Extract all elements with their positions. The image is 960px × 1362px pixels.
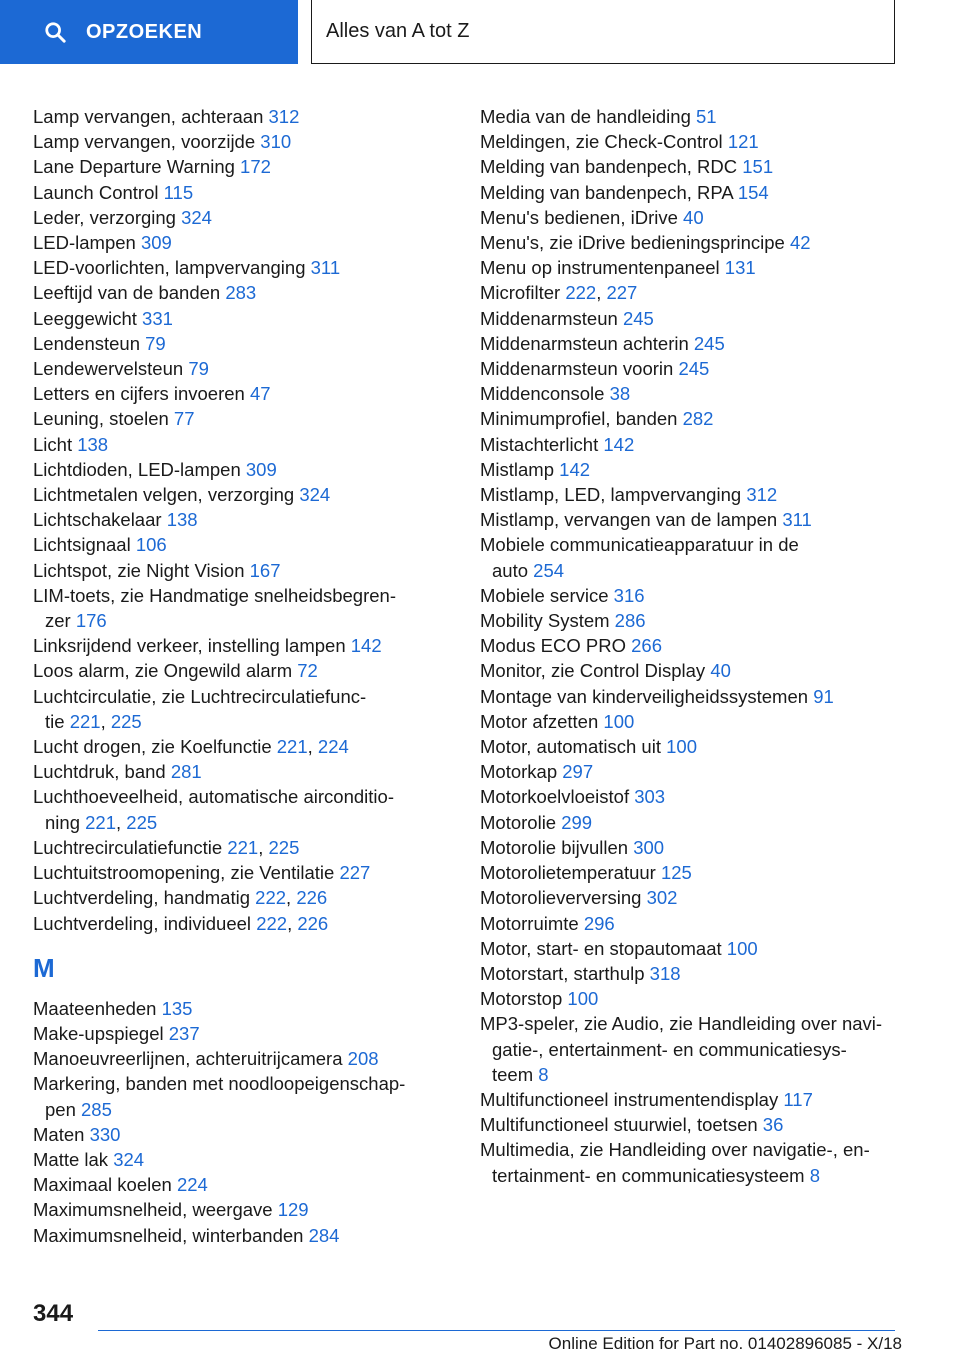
index-entry: Luchtrecirculatiefunctie 221, 225 xyxy=(33,836,300,858)
index-entry xyxy=(480,684,910,709)
index-term: Melding van bandenpech, RPA xyxy=(480,181,733,203)
page-link[interactable]: 316 xyxy=(613,584,645,606)
index-entry xyxy=(480,255,910,280)
index-entry xyxy=(480,381,910,406)
index-term: Maten xyxy=(33,1123,85,1145)
index-entry xyxy=(480,432,910,457)
index-term: Luchtdruk, band xyxy=(33,761,166,783)
index-entry xyxy=(480,154,910,179)
index-entry xyxy=(33,205,433,230)
index-entry xyxy=(480,709,910,734)
index-entry xyxy=(480,911,910,936)
page-link[interactable]: 224 xyxy=(317,736,349,758)
index-entry xyxy=(480,457,910,482)
index-term: Markering, banden met noodloopeigenschap- xyxy=(33,1073,406,1095)
search-button[interactable] xyxy=(0,0,298,64)
index-term: Mistlamp, LED, lampvervanging xyxy=(480,484,742,506)
page-link[interactable]: 225 xyxy=(126,811,158,833)
index-term: Leder, verzorging xyxy=(33,206,176,228)
index-term: Mistachterlicht xyxy=(480,433,599,455)
footer-divider xyxy=(98,1330,895,1331)
index-entry xyxy=(480,608,910,633)
index-entry xyxy=(33,180,433,205)
index-entry xyxy=(480,658,910,683)
page-link[interactable]: 100 xyxy=(726,937,758,959)
index-entry-continuation: ning 221, 225 xyxy=(45,811,158,833)
page-link[interactable]: 318 xyxy=(649,962,681,984)
index-term: Mistlamp xyxy=(480,458,555,480)
index-term: Multimedia, zie Handleiding over navigatie-, en- xyxy=(480,1139,870,1161)
page-link[interactable]: 172 xyxy=(240,156,271,178)
index-entry xyxy=(33,381,433,406)
page-link[interactable]: 131 xyxy=(724,257,756,279)
index-entry xyxy=(480,835,910,860)
index-term: Motorstart, starthulp xyxy=(480,962,645,984)
page-link[interactable]: 254 xyxy=(533,559,565,581)
index-term: Lichtschakelaar xyxy=(33,509,162,531)
index-entry xyxy=(33,532,433,557)
page-link[interactable]: 311 xyxy=(782,509,812,531)
index-entry xyxy=(480,1137,910,1162)
page-link[interactable]: 224 xyxy=(176,1174,208,1196)
index-term-continuation: zer xyxy=(45,610,71,632)
page-link[interactable]: 142 xyxy=(350,635,382,657)
page-link[interactable]: 142 xyxy=(559,458,591,480)
index-entry xyxy=(480,936,910,961)
page-link[interactable]: 245 xyxy=(693,332,725,354)
index-term: Modus ECO PRO xyxy=(480,635,626,657)
index-term-continuation: gatie-, entertainment- en communicatiesys- xyxy=(492,1038,847,1060)
index-entry xyxy=(33,1122,433,1147)
index-term: Lichtspot, zie Night Vision xyxy=(33,559,245,581)
page-link[interactable]: 142 xyxy=(603,433,635,455)
index-entry xyxy=(33,230,433,255)
page-link[interactable]: 167 xyxy=(249,559,281,581)
page-link[interactable]: 47 xyxy=(249,383,271,405)
index-term: Leuning, stoelen xyxy=(33,408,169,430)
page-link[interactable]: 331 xyxy=(142,307,173,329)
index-term: Lichtdioden, LED-lampen xyxy=(33,458,241,480)
index-term: Microfilter xyxy=(480,282,561,304)
index-term: Motorolie xyxy=(480,811,557,833)
index-entry xyxy=(480,759,910,784)
page-link[interactable]: 309 xyxy=(245,458,277,480)
index-term: MP3-speler, zie Audio, zie Handleiding over navi- xyxy=(480,1013,883,1035)
index-entry xyxy=(33,280,433,305)
index-term: Luchtverdeling, handmatig xyxy=(33,887,251,909)
index-term: Luchthoeveelheid, automatische airconditio- xyxy=(33,786,394,808)
index-term: Mistlamp, vervangen van de lampen xyxy=(480,509,778,531)
page-link[interactable]: 208 xyxy=(347,1048,379,1070)
index-term: Motorolietemperatuur xyxy=(480,862,656,884)
index-term: Motorkoelvloeistof xyxy=(480,786,630,808)
page-link[interactable]: 297 xyxy=(562,761,594,783)
page-link[interactable]: 151 xyxy=(742,156,774,178)
index-term: Melding van bandenpech, RDC xyxy=(480,156,738,178)
page-link[interactable]: 100 xyxy=(666,736,697,758)
page-link[interactable]: 40 xyxy=(710,660,731,682)
index-entry xyxy=(33,104,433,129)
index-term-continuation: ning xyxy=(45,811,80,833)
index-entry xyxy=(33,507,433,532)
index-term-continuation: tie xyxy=(45,710,65,732)
page-link[interactable]: 266 xyxy=(631,635,663,657)
index-entry xyxy=(33,583,433,608)
index-entry xyxy=(33,129,433,154)
page-link[interactable]: 8 xyxy=(809,1164,821,1186)
index-entry xyxy=(480,482,910,507)
page-link[interactable]: 221 xyxy=(85,811,116,833)
index-entry xyxy=(33,658,433,683)
index-term: Maximumsnelheid, winterbanden xyxy=(33,1224,304,1246)
index-entry xyxy=(33,558,433,583)
index-term: LED-voorlichten, lampvervanging xyxy=(33,257,306,279)
page-link[interactable]: 40 xyxy=(683,206,704,228)
page-link[interactable]: 225 xyxy=(268,836,300,858)
index-entry xyxy=(480,532,910,557)
index-entry xyxy=(33,860,433,885)
index-entry xyxy=(33,356,433,381)
index-entry xyxy=(480,734,910,759)
index-term: Menu's, zie iDrive bedieningsprincipe xyxy=(480,232,785,254)
index-term: Lichtmetalen velgen, verzorging xyxy=(33,484,295,506)
page-link[interactable]: 222 xyxy=(255,887,287,909)
page-link[interactable]: 117 xyxy=(783,1088,813,1110)
index-entry xyxy=(33,684,433,709)
index-entry xyxy=(480,986,910,1011)
index-term: Manoeuvreerlijnen, achteruitrijcamera xyxy=(33,1048,343,1070)
index-entry xyxy=(33,1223,433,1248)
index-entry-continuation xyxy=(33,608,433,633)
index-term: Monitor, zie Control Display xyxy=(480,660,706,682)
index-term: Motor, start- en stopautomaat xyxy=(480,937,722,959)
index-entry xyxy=(480,230,910,255)
page-link[interactable]: 221 xyxy=(69,710,101,732)
index-entry: Lucht drogen, zie Koelfunctie 221, 224 xyxy=(33,736,349,758)
index-term: Make-upspiegel xyxy=(33,1022,164,1044)
index-entry xyxy=(480,1087,910,1112)
index-entry-continuation xyxy=(33,1097,433,1122)
index-entry xyxy=(33,633,433,658)
index-entry xyxy=(33,1046,433,1071)
page-link[interactable]: 226 xyxy=(297,912,329,934)
index-term: Mobiele service xyxy=(480,584,609,606)
page-link[interactable]: 286 xyxy=(614,610,646,632)
page-link[interactable]: 138 xyxy=(77,433,109,455)
index-entry: Microfilter 222, 227 xyxy=(480,282,638,304)
index-term: Motor, automatisch uit xyxy=(480,736,661,758)
index-term: Maateenheden xyxy=(33,997,157,1019)
index-term: Luchtrecirculatiefunctie xyxy=(33,836,223,858)
page-link[interactable]: 282 xyxy=(682,408,714,430)
index-entry xyxy=(33,306,433,331)
index-term: Motor afzetten xyxy=(480,710,599,732)
index-entry xyxy=(480,885,910,910)
index-entry-continuation xyxy=(480,558,910,583)
index-entry xyxy=(33,784,433,809)
index-entry: Luchtverdeling, handmatig 222, 226 xyxy=(33,887,328,909)
header xyxy=(0,0,960,66)
index-term: Multifunctioneel instrumentendisplay xyxy=(480,1088,779,1110)
page-link[interactable]: 222 xyxy=(256,912,288,934)
page-link[interactable]: 312 xyxy=(268,106,300,127)
page-link[interactable]: 8 xyxy=(538,1063,549,1085)
page-link[interactable]: 225 xyxy=(110,710,142,732)
index-entry xyxy=(480,306,910,331)
page-link[interactable]: 221 xyxy=(227,836,259,858)
page-link[interactable]: 227 xyxy=(339,862,371,884)
index-term: Motorolie bijvullen xyxy=(480,836,629,858)
index-term: Luchtuitstroomopening, zie Ventilatie xyxy=(33,862,335,884)
index-entry xyxy=(480,784,910,809)
index-entry xyxy=(33,1147,433,1172)
page-link[interactable]: 125 xyxy=(660,862,692,884)
index-term-continuation: teem xyxy=(492,1063,534,1085)
page-link[interactable]: 77 xyxy=(173,408,195,430)
index-term: Matte lak xyxy=(33,1148,109,1170)
page-link[interactable]: 79 xyxy=(188,358,209,380)
page-link[interactable]: 310 xyxy=(260,131,292,153)
index-letter-heading: M xyxy=(33,952,55,983)
page-link[interactable]: 312 xyxy=(746,484,778,506)
index-entry-continuation xyxy=(480,1062,910,1087)
page-link[interactable]: 176 xyxy=(75,610,107,632)
page-link[interactable]: 324 xyxy=(113,1148,145,1170)
page-link[interactable]: 51 xyxy=(696,106,717,127)
index-term: Lamp vervangen, achteraan xyxy=(33,106,264,127)
index-entry xyxy=(33,759,433,784)
page-link[interactable]: 135 xyxy=(161,997,193,1019)
index-entry xyxy=(33,255,433,280)
page-link[interactable]: 36 xyxy=(762,1114,784,1136)
index-entry xyxy=(480,1011,910,1036)
index-term: Maximumsnelheid, weergave xyxy=(33,1199,273,1221)
index-entry xyxy=(480,583,910,608)
index-entry xyxy=(480,860,910,885)
index-entry: Luchtverdeling, individueel 222, 226 xyxy=(33,912,329,934)
index-entry xyxy=(33,154,433,179)
index-column-left xyxy=(33,104,433,1248)
index-term: Motorstop xyxy=(480,988,563,1010)
page-link[interactable]: 106 xyxy=(135,534,167,556)
page-link[interactable]: 303 xyxy=(634,786,666,808)
index-entry xyxy=(480,633,910,658)
index-entry-continuation xyxy=(480,1163,910,1188)
index-term: Multifunctioneel stuurwiel, toetsen xyxy=(480,1114,758,1136)
search-button-label: OPZOEKEN xyxy=(86,20,203,43)
index-term: Leeggewicht xyxy=(33,307,137,329)
index-entry xyxy=(33,1071,433,1096)
index-term: Lucht drogen, zie Koelfunctie xyxy=(33,736,272,758)
index-term: Luchtverdeling, individueel xyxy=(33,912,252,934)
page-link[interactable]: 227 xyxy=(606,282,638,304)
index-entry xyxy=(480,406,910,431)
index-entry xyxy=(33,1172,433,1197)
index-term: Mobiele communicatieapparatuur in de xyxy=(480,534,799,556)
page-link[interactable]: 284 xyxy=(308,1224,340,1246)
page-link[interactable]: 283 xyxy=(225,282,257,304)
index-entry xyxy=(33,996,433,1021)
index-term: Minimumprofiel, banden xyxy=(480,408,678,430)
index-term: Motorruimte xyxy=(480,912,579,934)
index-term: Luchtcirculatie, zie Luchtrecirculatiefunc- xyxy=(33,685,367,707)
index-entry xyxy=(480,180,910,205)
index-term: Lane Departure Warning xyxy=(33,156,235,178)
page-link[interactable]: 72 xyxy=(297,660,318,682)
index-entry xyxy=(480,961,910,986)
index-term: Lendensteun xyxy=(33,332,140,354)
index-term: Licht xyxy=(33,433,73,455)
page-link[interactable]: 115 xyxy=(163,181,194,203)
index-entry xyxy=(33,1021,433,1046)
index-entry-continuation: tie 221, 225 xyxy=(45,710,142,732)
page-link[interactable]: 138 xyxy=(166,509,198,531)
index-term-continuation: auto xyxy=(492,559,529,581)
page-link[interactable]: 245 xyxy=(622,307,654,329)
page-link[interactable]: 302 xyxy=(646,887,678,909)
page-link[interactable]: 154 xyxy=(737,181,769,203)
page-link[interactable]: 311 xyxy=(310,257,341,279)
index-term-continuation: pen xyxy=(45,1098,76,1120)
index-term: Mobility System xyxy=(480,610,610,632)
index-entry xyxy=(480,104,910,129)
index-term: Meldingen, zie Check-Control xyxy=(480,131,723,153)
index-term: Middenarmsteun achterin xyxy=(480,332,689,354)
index-term: Middenarmsteun voorin xyxy=(480,358,674,380)
index-entry-continuation xyxy=(480,1037,910,1062)
index-term: Lichtsignaal xyxy=(33,534,131,556)
page-link[interactable]: 221 xyxy=(276,736,308,758)
section-title-box xyxy=(311,0,895,64)
index-term: LIM-toets, zie Handmatige snelheidsbegren- xyxy=(33,584,396,606)
page-link[interactable]: 226 xyxy=(296,887,328,909)
page-link[interactable]: 296 xyxy=(583,912,615,934)
page-link[interactable]: 79 xyxy=(145,332,166,354)
index-entry xyxy=(33,482,433,507)
page-link[interactable]: 309 xyxy=(140,232,172,254)
page-link[interactable]: 38 xyxy=(609,383,631,405)
section-title: Alles van A tot Z xyxy=(326,20,470,42)
page-link[interactable]: 285 xyxy=(81,1098,112,1120)
index-term: Montage van kinderveiligheidssystemen xyxy=(480,685,809,707)
page-link[interactable]: 281 xyxy=(170,761,202,783)
page-link[interactable]: 121 xyxy=(727,131,759,153)
index-term: Motorolieverversing xyxy=(480,887,642,909)
index-term: Menu op instrumentenpaneel xyxy=(480,257,720,279)
page-link[interactable]: 42 xyxy=(789,232,811,254)
index-entry xyxy=(33,457,433,482)
index-term: Middenconsole xyxy=(480,383,605,405)
index-term: Motorkap xyxy=(480,761,558,783)
page-link[interactable]: 222 xyxy=(565,282,597,304)
index-entry xyxy=(480,356,910,381)
page-link[interactable]: 100 xyxy=(567,988,599,1010)
page-link[interactable]: 324 xyxy=(181,206,212,228)
index-term: Menu's bedienen, iDrive xyxy=(480,206,678,228)
page-link[interactable]: 91 xyxy=(813,685,834,707)
page-link[interactable]: 129 xyxy=(277,1199,309,1221)
edition-text: Online Edition for Part no. 01402896085 - X/18 xyxy=(548,1334,902,1353)
index-term-continuation: tertainment- en communicatiesysteem xyxy=(492,1164,805,1186)
page-link[interactable]: 100 xyxy=(603,710,635,732)
index-entry xyxy=(33,432,433,457)
index-entry xyxy=(33,1197,433,1222)
index-entry xyxy=(480,507,910,532)
page-link[interactable]: 300 xyxy=(633,836,665,858)
index-term: Letters en cijfers invoeren xyxy=(33,383,245,405)
page-link[interactable]: 245 xyxy=(678,358,710,380)
index-entry xyxy=(480,129,910,154)
index-term: Middenarmsteun xyxy=(480,307,618,329)
search-icon xyxy=(44,21,66,43)
index-term: Loos alarm, zie Ongewild alarm xyxy=(33,660,293,682)
page-link[interactable]: 330 xyxy=(89,1123,121,1145)
index-term: Lendewervelsteun xyxy=(33,358,184,380)
index-entry xyxy=(480,810,910,835)
page-link[interactable]: 299 xyxy=(561,811,593,833)
index-term: LED-lampen xyxy=(33,232,136,254)
index-entry xyxy=(33,331,433,356)
index-column-right xyxy=(480,104,910,1188)
index-entry xyxy=(480,205,910,230)
page-link[interactable]: 237 xyxy=(168,1022,200,1044)
page-link[interactable]: 324 xyxy=(299,484,331,506)
index-entry xyxy=(33,406,433,431)
index-term: Maximaal koelen xyxy=(33,1174,172,1196)
page-number: 344 xyxy=(33,1300,74,1327)
index-term: Lamp vervangen, voorzijde xyxy=(33,131,256,153)
index-term: Media van de handleiding xyxy=(480,106,691,127)
index-term: Linksrijdend verkeer, instelling lampen xyxy=(33,635,346,657)
index-term: Launch Control xyxy=(33,181,159,203)
index-term: Leeftijd van de banden xyxy=(33,282,221,304)
index-entry xyxy=(480,331,910,356)
index-entry xyxy=(480,1112,910,1137)
